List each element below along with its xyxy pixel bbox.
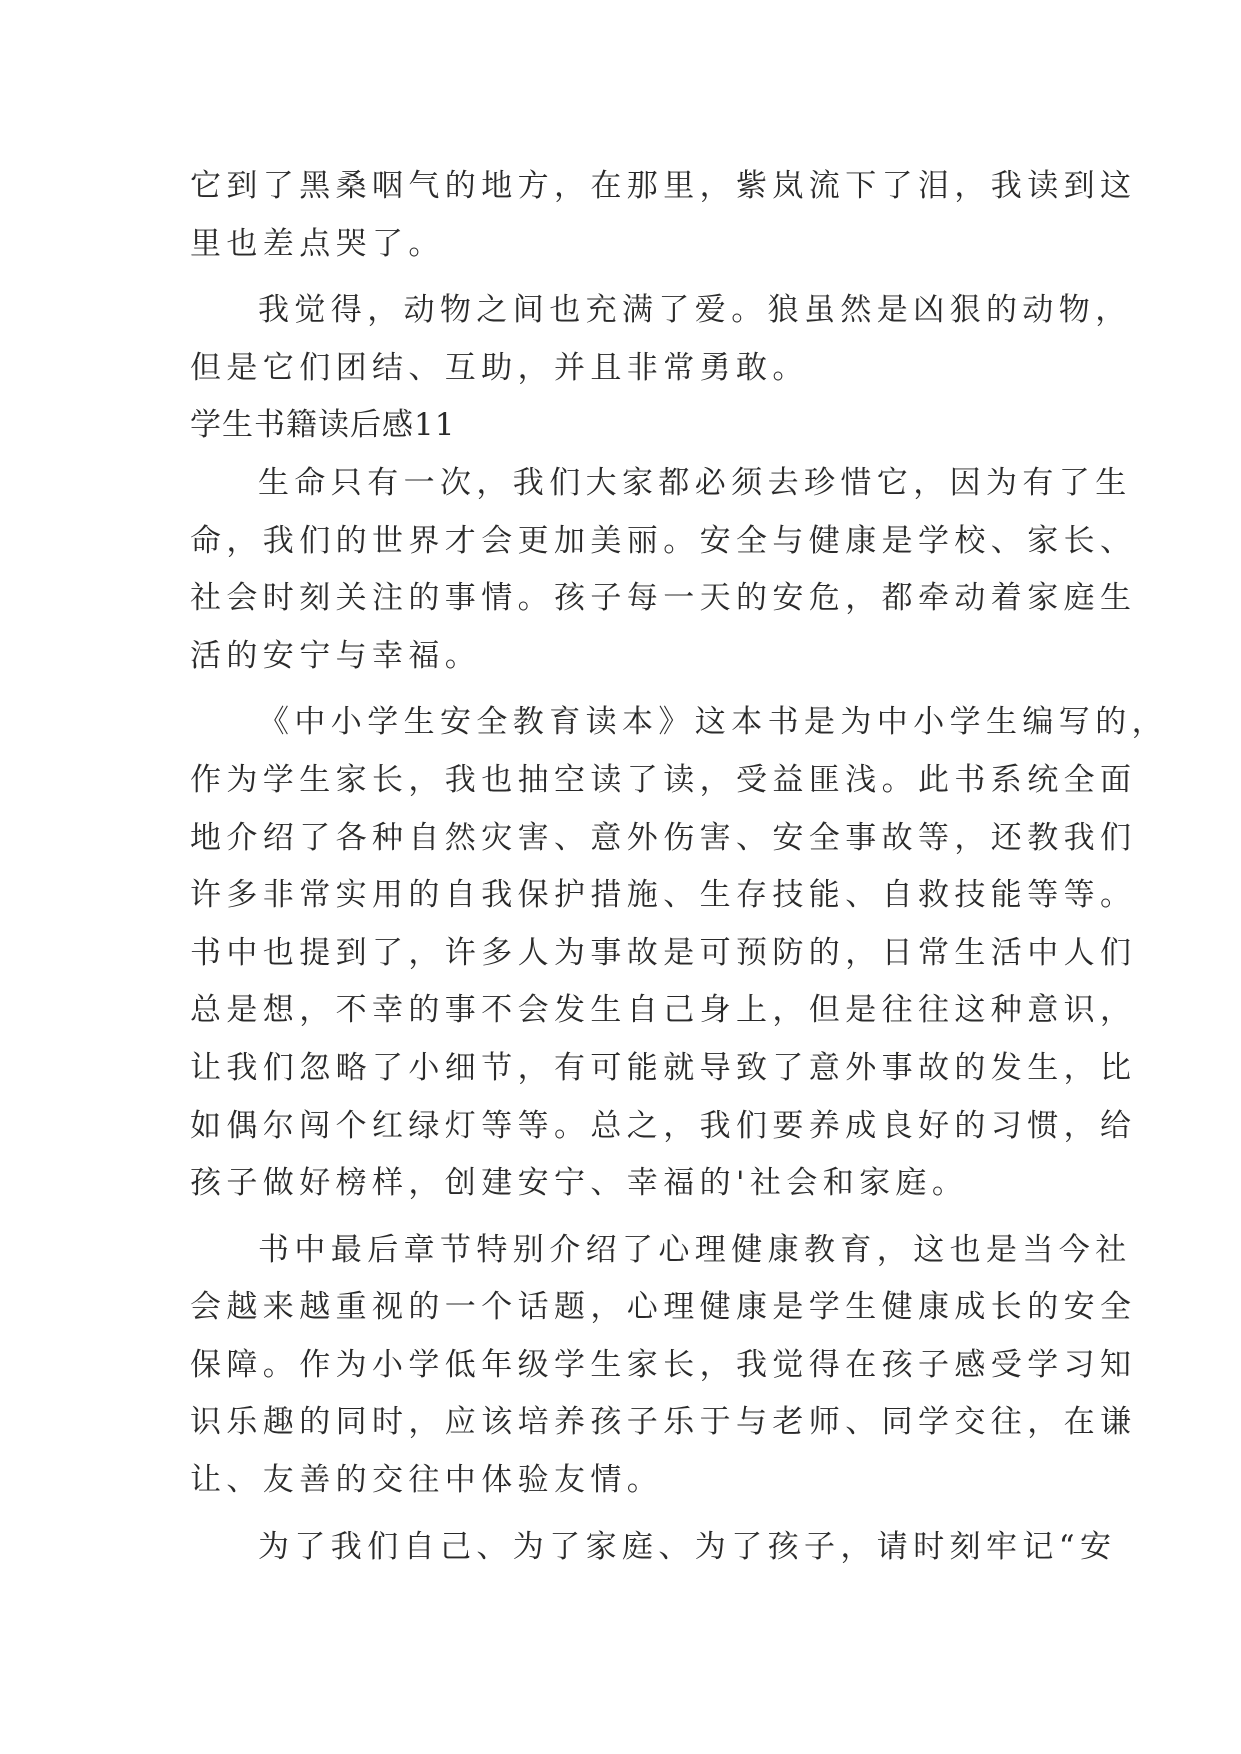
- text-line: 命，我们的世界才会更加美丽。安全与健康是学校、家长、: [190, 522, 1137, 559]
- text-line: 书中也提到了，许多人为事故是可预防的，日常生活中人们: [190, 934, 1137, 971]
- paragraph: [190, 158, 1137, 273]
- paragraph: [190, 455, 1137, 685]
- text-line: 为了我们自己、为了家庭、为了孩子，请时刻牢记“安: [258, 1528, 1117, 1565]
- paragraph-spacing: [190, 1510, 1052, 1519]
- text-line: 它到了黑桑咽气的地方，在那里，紫岚流下了泪，我读到这: [190, 168, 1137, 204]
- text-line: 让我们忽略了小细节，有可能就导致了意外事故的发生，比: [190, 1049, 1137, 1086]
- text-line: 总是想，不幸的事不会发生自己身上，但是往往这种意识，: [190, 992, 1137, 1029]
- text-line: 孩子做好榜样，创建安宁、幸福的'社会和家庭。: [190, 1165, 969, 1202]
- paragraph: [190, 1519, 1117, 1577]
- text-line: 许多非常实用的自我保护措施、生存技能、自救技能等等。: [190, 877, 1137, 914]
- paragraph-spacing: [190, 273, 1052, 282]
- text-line: 社会时刻关注的事情。孩子每一天的安危，都牵动着家庭生: [190, 580, 1137, 617]
- paragraph-spacing: [190, 1213, 1052, 1222]
- text-line: 《中小学生安全教育读本》这本书是为中小学生编写的，: [258, 704, 1168, 741]
- text-line: 保障。作为小学低年级学生家长，我觉得在孩子感受学习知: [190, 1346, 1137, 1383]
- text-line: 里也差点哭了。: [190, 225, 445, 262]
- section-heading: [190, 397, 1052, 455]
- text-line: 如偶尔闯个红绿灯等等。总之，我们要养成良好的习惯，给: [190, 1107, 1137, 1144]
- paragraph: [190, 282, 1132, 397]
- text-line: 让、友善的交往中体验友情。: [190, 1462, 664, 1499]
- text-line: 会越来越重视的一个话题，心理健康是学生健康成长的安全: [190, 1289, 1137, 1326]
- text-line: 我觉得，动物之间也充满了爱。狼虽然是凶狠的动物，: [258, 292, 1132, 329]
- text-line: 活的安宁与幸福。: [190, 637, 482, 674]
- document-body: [190, 158, 1168, 1576]
- paragraph: [190, 694, 1168, 1212]
- text-line: 生命只有一次，我们大家都必须去珍惜它，因为有了生: [258, 464, 1132, 501]
- text-line: 但是它们团结、互助，并且非常勇敢。: [190, 349, 809, 386]
- text-line: 书中最后章节特别介绍了心理健康教育，这也是当今社: [258, 1231, 1132, 1268]
- text-line: 识乐趣的同时，应该培养孩子乐于与老师、同学交往，在谦: [190, 1404, 1137, 1441]
- paragraph-spacing: [190, 685, 1052, 694]
- text-line: 作为学生家长，我也抽空读了读，受益匪浅。此书系统全面: [190, 761, 1137, 798]
- paragraph: [190, 1222, 1137, 1510]
- text-line: 地介绍了各种自然灾害、意外伤害、安全事故等，还教我们: [190, 819, 1137, 856]
- text-line: 学生书籍读后感11: [190, 407, 456, 444]
